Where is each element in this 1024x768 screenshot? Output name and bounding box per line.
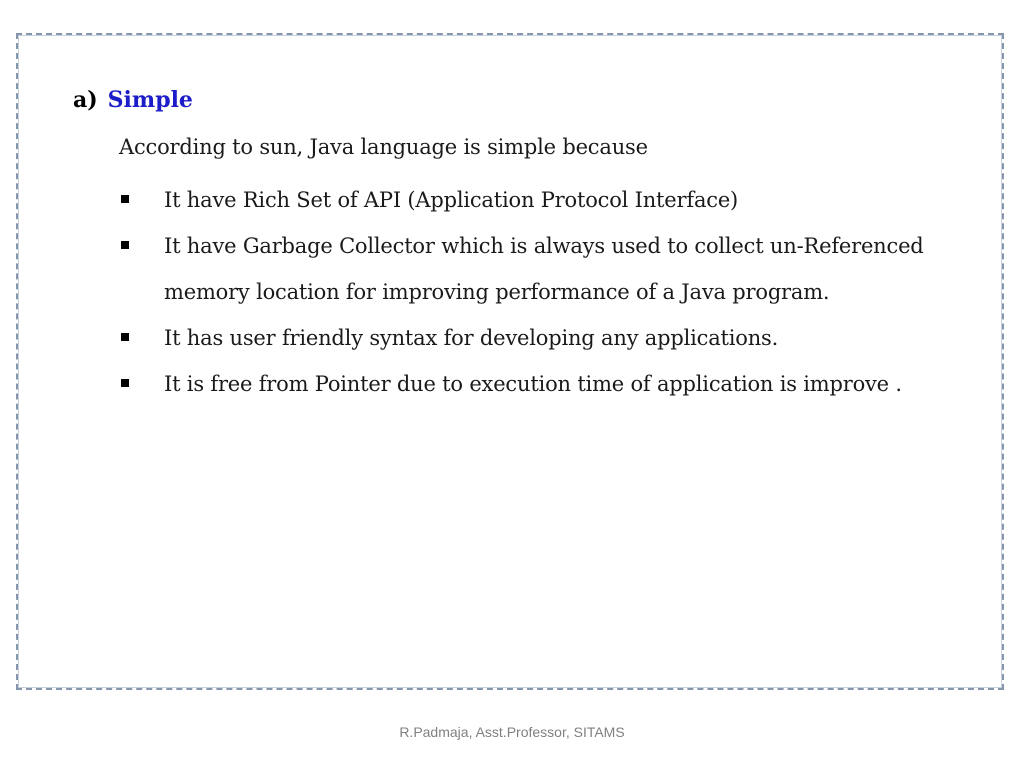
- bullet-text: It has user friendly syntax for developing any applications.: [164, 326, 779, 350]
- square-bullet-icon: [121, 195, 129, 203]
- bullet-item: [119, 223, 979, 315]
- bullet-list: [119, 177, 979, 407]
- section-heading: [73, 85, 193, 115]
- bullet-text: It have Garbage Collector which is always used to collect un-Referenced: [164, 234, 924, 258]
- bullet-item: [119, 361, 979, 407]
- bullet-text: It is free from Pointer due to execution time of application is improve .: [164, 372, 902, 396]
- bullet-text: It have Rich Set of API (Application Protocol Interface): [164, 188, 739, 212]
- bullet-text-continuation: memory location for improving performance of a Java program.: [164, 280, 830, 304]
- section-marker: a): [73, 87, 98, 113]
- bullet-item: [119, 177, 979, 223]
- square-bullet-icon: [121, 379, 129, 387]
- square-bullet-icon: [121, 333, 129, 341]
- section-title: Simple: [107, 87, 193, 113]
- intro-text: According to sun, Java language is simple because: [119, 135, 648, 159]
- bullet-item: [119, 315, 979, 361]
- footer-credit: R.Padmaja, Asst.Professor, SITAMS: [399, 724, 625, 740]
- square-bullet-icon: [121, 241, 129, 249]
